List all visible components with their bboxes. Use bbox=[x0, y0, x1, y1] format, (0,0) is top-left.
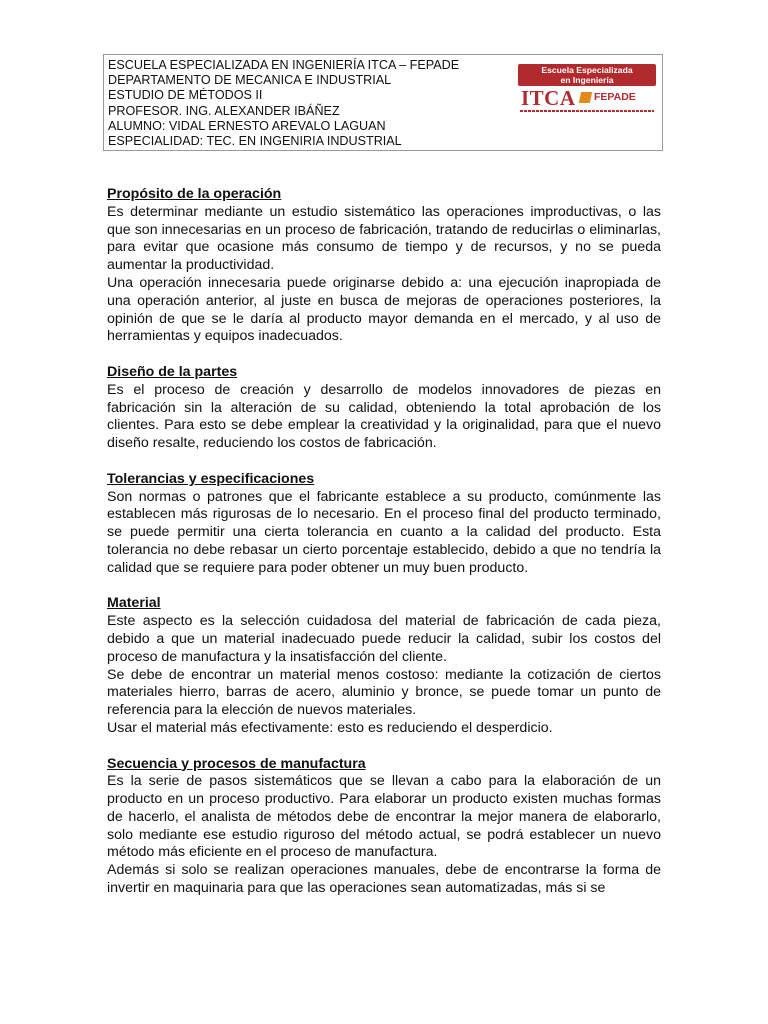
section-title: Tolerancias y especificaciones bbox=[107, 470, 315, 487]
paragraph: Además si solo se realizan operaciones manuales, debe de encontrarse la forma de invertir en maquinaria para que las operaciones sean automatizadas, más si se bbox=[107, 862, 661, 897]
logo-tagline-strip bbox=[520, 110, 654, 112]
paragraph: Es el proceso de creación y desarrollo de modelos innovadores de piezas en fabricación sin la alteración de su calidad, obteniendo la total aprobación de los clientes. Para esto se debe emplear la creatividad y la originalidad, para que el nuevo diseño resalte, reduciendo los costos de fabricación. bbox=[107, 381, 661, 452]
logo-itca-text: ITCA bbox=[521, 86, 576, 110]
paragraph: Son normas o patrones que el fabricante establece a su producto, comúnmente las establecen más rigurosas de lo necesario. En el proceso final del producto terminado, se puede permitir una cierta tolerancia en cuanto a la calidad del producto. Esta tolerancia no debe rebasar un cierto porcentaje establecido, debido a que no tendría la calidad que se requiere para poder obtener un muy buen producto. bbox=[107, 488, 661, 576]
section-material bbox=[107, 595, 661, 737]
logo-banner-line2: en Ingeniería bbox=[560, 75, 614, 85]
section-gap bbox=[107, 738, 661, 756]
fepade-mark-icon bbox=[579, 92, 592, 103]
section-secuencia bbox=[107, 756, 661, 898]
header-line-professor: PROFESOR. ING. ALEXANDER IBÁÑEZ bbox=[108, 103, 340, 118]
paragraph: Este aspecto es la selección cuidadosa del material de fabricación de cada pieza, debido a que un material inadecuado puede reducir la calidad, subir los costos del proceso de manufactura y la insatisfacción del cliente. bbox=[107, 613, 661, 665]
section-proposito bbox=[107, 186, 661, 346]
section-tolerancias bbox=[107, 471, 661, 578]
section-gap bbox=[107, 578, 661, 596]
paragraph: Es la serie de pasos sistemáticos que se llevan a cabo para la elaboración de un producto en un proceso productivo. Para elaborar un producto existen muchas formas de hacerlo, el analista de métodos debe de encontrar la mejor manera de elaborarlo, solo mediante ese estudio riguroso del método actual, se podrá establecer un nuevo método más eficiente en el proceso de manufactura. bbox=[107, 773, 661, 861]
header-line-school: ESCUELA ESPECIALIZADA EN INGENIERÍA ITCA – FEPADE bbox=[108, 58, 460, 72]
section-diseno bbox=[107, 364, 661, 453]
paragraph: Usar el material más efectivamente: esto es reduciendo el desperdicio. bbox=[107, 719, 553, 736]
section-title: Secuencia y procesos de manufactura bbox=[107, 755, 366, 772]
paragraph: Una operación innecesaria puede originarse debido a: una ejecución inapropiada de una operación anterior, al juste en busca de mejoras de operaciones posteriores, la opinión de que se le daría al producto mayor demanda en el mercado, y al uso de herramientas y equipos inadecuados. bbox=[107, 274, 661, 345]
header-line-student: ALUMNO: VIDAL ERNESTO AREVALO LAGUAN bbox=[108, 118, 386, 133]
document-body bbox=[107, 186, 661, 898]
paragraph: Se debe de encontrar un material menos costoso: mediante la cotización de ciertos materiales hierro, barras de acero, aluminio y bronce, se puede tomar un punto de referencia para la elección de nuevos materiales. bbox=[107, 666, 661, 719]
logo-banner-line1: Escuela Especializada bbox=[541, 65, 633, 75]
section-title: Diseño de la partes bbox=[107, 363, 238, 380]
header-line-department: DEPARTAMENTO DE MECANICA E INDUSTRIAL bbox=[108, 73, 392, 88]
logo-fepade-text: FEPADE bbox=[594, 91, 636, 103]
section-gap bbox=[107, 453, 661, 471]
logo-banner bbox=[518, 64, 656, 86]
paragraph: Es determinar mediante un estudio sistemático las operaciones improductivas, o las que son innecesarias en un proceso de fabricación, tratando de reducirlas o eliminarlas, para evitar que ocasione más consumo de tiempo y de recursos, y no se pueda aumentar la productividad. bbox=[107, 203, 661, 274]
section-gap bbox=[107, 346, 661, 364]
itca-fepade-logo bbox=[518, 64, 656, 116]
section-title: Propósito de la operación bbox=[107, 186, 282, 202]
header-line-course: ESTUDIO DE MÉTODOS II bbox=[108, 88, 263, 103]
header-line-specialty: ESPECIALIDAD: TEC. EN INGENIRIA INDUSTRIAL bbox=[108, 134, 402, 149]
header-lines bbox=[108, 58, 459, 149]
section-title: Material bbox=[107, 595, 161, 612]
header-box bbox=[103, 54, 663, 151]
